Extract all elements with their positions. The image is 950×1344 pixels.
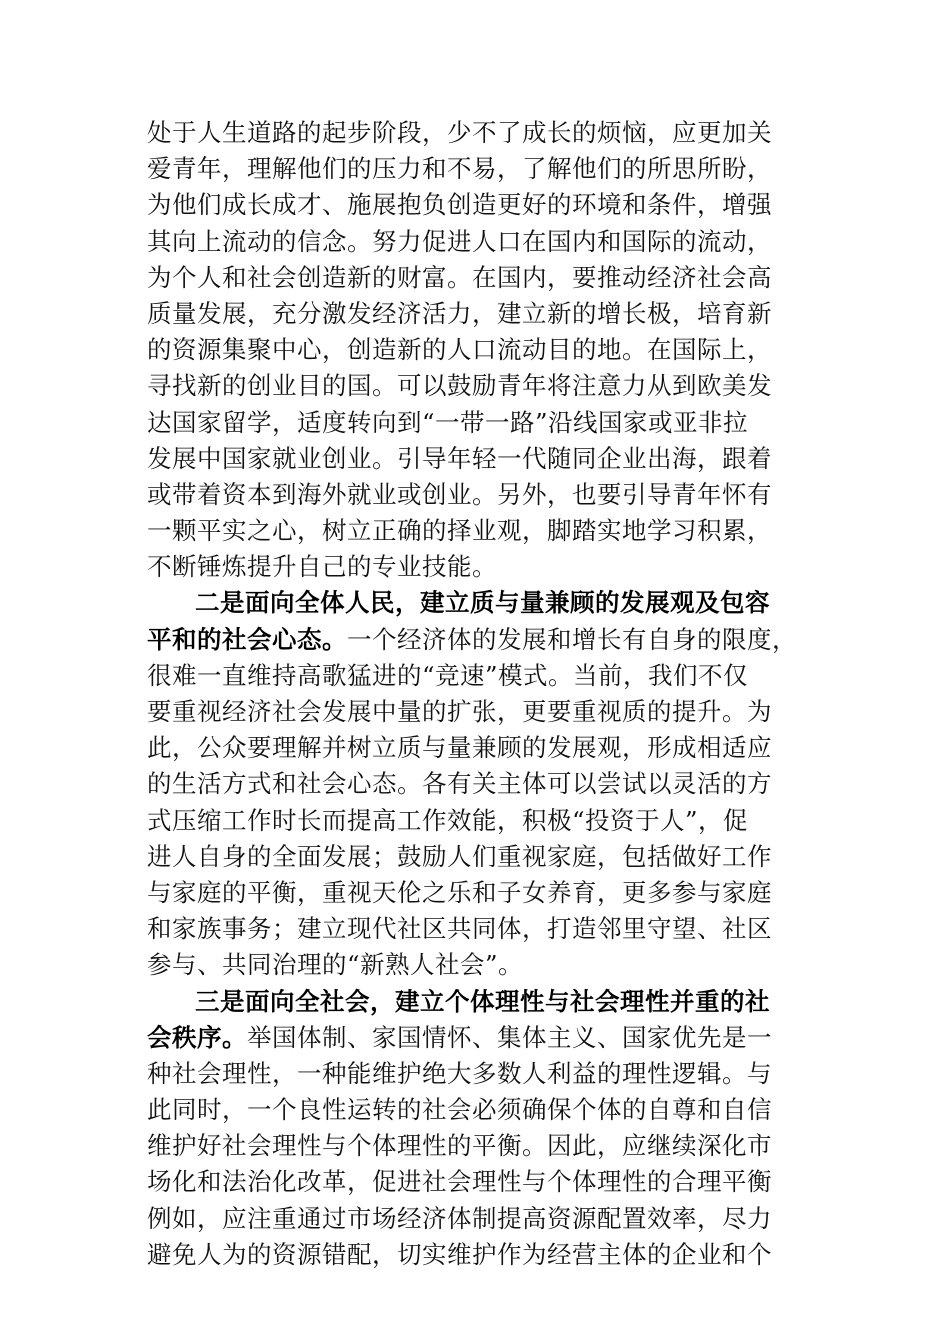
text-line [147, 1056, 812, 1092]
line-text: 进人自身的全面发展；鼓励人们重视家庭，包括做好工作 [147, 841, 772, 871]
text-line [147, 115, 812, 151]
bold-lead-text: 二是面向全体人民，建立质与量兼顾的发展观及包容 [195, 588, 770, 618]
line-text: 要重视经济社会发展中量的扩张，更要重视质的提升。为 [147, 697, 772, 726]
line-text: 此，公众要理解并树立质与量兼顾的发展观，形成相适应 [147, 733, 772, 763]
text-line [147, 1201, 812, 1237]
line-text: 达国家留学，适度转向到“一带一路”沿线国家或亚非拉 [147, 407, 749, 437]
line-text: 质量发展，充分激发经济活力，建立新的增长极，培育新 [147, 298, 772, 328]
text-line [147, 730, 812, 766]
line-text: 场化和法治化改革，促进社会理性与个体理性的合理平衡 [147, 1167, 772, 1197]
text-line [147, 984, 812, 1020]
text-line [147, 911, 812, 947]
text-line [147, 151, 812, 187]
line-text: 种社会理性，一种能维护绝大多数人利益的理性逻辑。与 [147, 1058, 772, 1088]
line-text: 的资源集聚中心，创造新的人口流动目的地。在国际上， [147, 335, 772, 365]
line-text: 式压缩工作时长而提高工作效能，积极“投资于人”，促 [147, 805, 749, 835]
line-text: 一个经济体的发展和增长有自身的限度， [347, 624, 797, 654]
text-line [147, 224, 812, 260]
text-line [147, 477, 812, 513]
body-text [147, 115, 812, 1273]
bold-lead-text: 三是面向全社会，建立个体理性与社会理性并重的社 [195, 986, 770, 1016]
text-line [147, 585, 812, 621]
text-line [147, 622, 812, 658]
line-text: 不断锤炼提升自己的专业技能。 [147, 552, 497, 582]
text-line [147, 260, 812, 296]
bold-lead-text: 会秩序。 [147, 1022, 247, 1052]
text-line [147, 296, 812, 332]
text-line [147, 187, 812, 223]
text-line [147, 1237, 812, 1273]
line-text: 其向上流动的信念。努力促进人口在国内和国际的流动， [147, 226, 772, 256]
text-line [147, 839, 812, 875]
text-line [147, 803, 812, 839]
line-text: 爱青年，理解他们的压力和不易，了解他们的所思所盼， [147, 154, 772, 184]
text-line [147, 658, 812, 694]
text-line [147, 1128, 812, 1164]
text-line [147, 1164, 812, 1200]
line-text: 避免人为的资源错配，切实维护作为经营主体的企业和个 [147, 1239, 772, 1269]
line-text: 举国体制、家国情怀、集体主义、国家优先是一 [247, 1022, 772, 1052]
line-text: 的生活方式和社会心态。各有关主体可以尝试以灵活的方 [147, 769, 772, 799]
line-text: 为个人和社会创造新的财富。在国内，要推动经济社会高 [147, 262, 772, 292]
line-text: 为他们成长成才、施展抱负创造更好的环境和条件，增强 [147, 190, 772, 220]
line-text: 和家族事务；建立现代社区共同体，打造邻里守望、社区 [147, 914, 772, 944]
text-line [147, 441, 812, 477]
text-line [147, 513, 812, 549]
line-text: 维护好社会理性与个体理性的平衡。因此，应继续深化市 [147, 1131, 772, 1161]
line-text: 此同时，一个良性运转的社会必须确保个体的自尊和自信 [147, 1095, 772, 1125]
line-text: 例如，应注重通过市场经济体制提高资源配置效率，尽力 [147, 1203, 772, 1233]
line-text: 寻找新的创业目的国。可以鼓励青年将注意力从到欧美发 [147, 371, 772, 401]
text-line [147, 1092, 812, 1128]
line-text: 一颗平实之心，树立正确的择业观，脚踏实地学习积累， [147, 516, 772, 546]
bold-lead-text: 平和的社会心态。 [147, 624, 347, 654]
text-line [147, 1020, 812, 1056]
line-text: 处于人生道路的起步阶段，少不了成长的烦恼，应更加关 [147, 118, 772, 147]
line-text: 与家庭的平衡，重视天伦之乐和子女养育，更多参与家庭 [147, 877, 772, 907]
line-text: 发展中国家就业创业。引导年轻一代随同企业出海，跟着 [147, 443, 772, 473]
text-line [147, 368, 812, 404]
line-text: 很难一直维持高歌猛进的“竞速”模式。当前，我们不仅 [147, 660, 749, 690]
line-text: 或带着资本到海外就业或创业。另外，也要引导青年怀有 [147, 479, 772, 509]
text-line [147, 405, 812, 441]
text-line [147, 332, 812, 368]
line-text: 参与、共同治理的“新熟人社会”。 [147, 950, 524, 980]
text-line [147, 766, 812, 802]
text-line [147, 694, 812, 730]
text-line [147, 947, 812, 983]
text-line [147, 549, 812, 585]
text-line [147, 875, 812, 911]
